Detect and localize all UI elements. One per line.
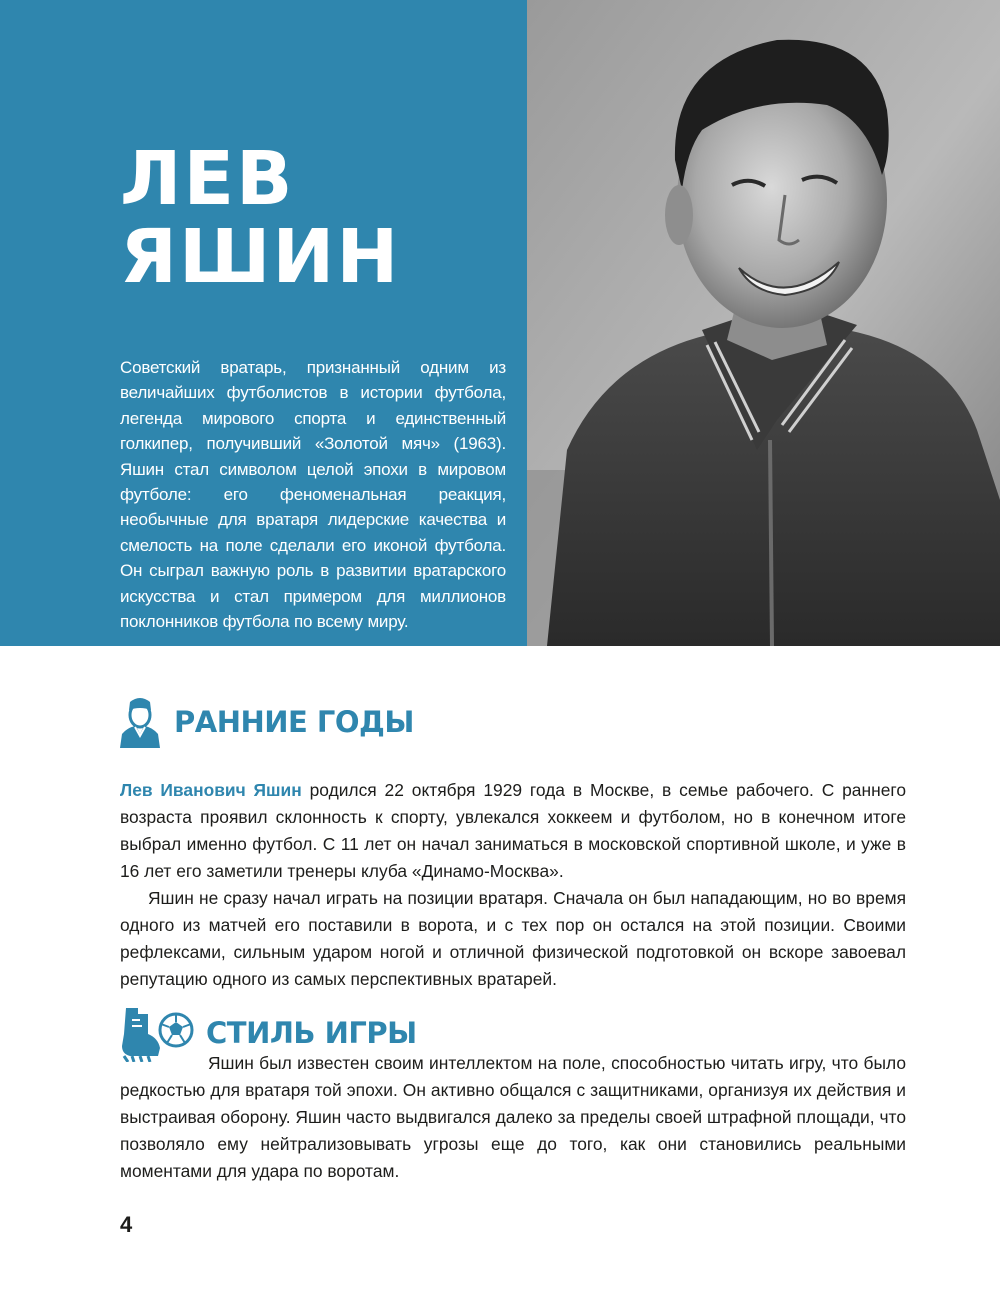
player-bust-icon — [118, 696, 162, 748]
hero-section — [0, 0, 1000, 646]
early-years-paragraph-1 — [120, 777, 906, 885]
page-number: 4 — [120, 1212, 133, 1237]
early-years-paragraph-2: Яшин не сразу начал играть на позиции вратаря. Сначала он был нападающим, но во время одного из матчей его поставили в ворота, и с тех пор он остался на этой позиции. Своими рефлексами, сильным ударом ногой и отличной физической подготовкой он вскоре завоевал репутацию одного из самых перспективных вратарей. — [120, 888, 906, 989]
page-title — [120, 136, 520, 300]
early-years-heading — [118, 696, 414, 748]
title-last-name: ЯШИН — [120, 214, 401, 300]
paragraph-1-rest: родился 22 октября 1929 года в Москве, в семье рабочего. С раннего возраста проявил склонность к спорту, увлекался хоккеем и футболом, но в конечном итоге выбрал именно футбол. С 11 лет он начал заниматься в московской спортивной школе, и уже в 16 лет его заметили тренеры клуба «Динамо-Москва». — [120, 780, 906, 881]
early-years-title: РАННИЕ ГОДЫ — [174, 705, 414, 739]
hero-intro-text: Советский вратарь, признанный одним из величайших футболистов в истории футбола, легенда мирового спорта и единственный голкипер, получивший «Золотой мяч» (1963). Яшин стал символом целой эпохи в мировом футболе: его феноменальная реакция, необычные для вратаря лидерские качества и смелость на поле сделали его иконой футбола. Он сыграл важную роль в развитии вратарского искусства и стал примером для миллионов поклонников футбола по всему миру. — [120, 358, 506, 632]
person-name-highlight: Лев Иванович Яшин — [120, 780, 302, 800]
play-style-text — [120, 1050, 906, 1185]
early-years-text — [120, 777, 906, 993]
play-style-paragraph: Яшин был известен своим интеллектом на поле, способностью читать игру, что было редкостью для вратаря той эпохи. Он активно общался с защитниками, организуя их действия и выстраивая оборону. Яшин часто выдвигался далеко за пределы своей штрафной площади, что позволяло ему нейтрализовывать угрозы еще до того, как они становились реальными моментами для удара по воротам. — [120, 1053, 906, 1181]
hero-blue-panel — [0, 0, 527, 646]
play-style-title: СТИЛЬ ИГРЫ — [206, 1016, 417, 1050]
title-first-name: ЛЕВ — [120, 136, 295, 222]
portrait-photo — [527, 0, 1000, 646]
